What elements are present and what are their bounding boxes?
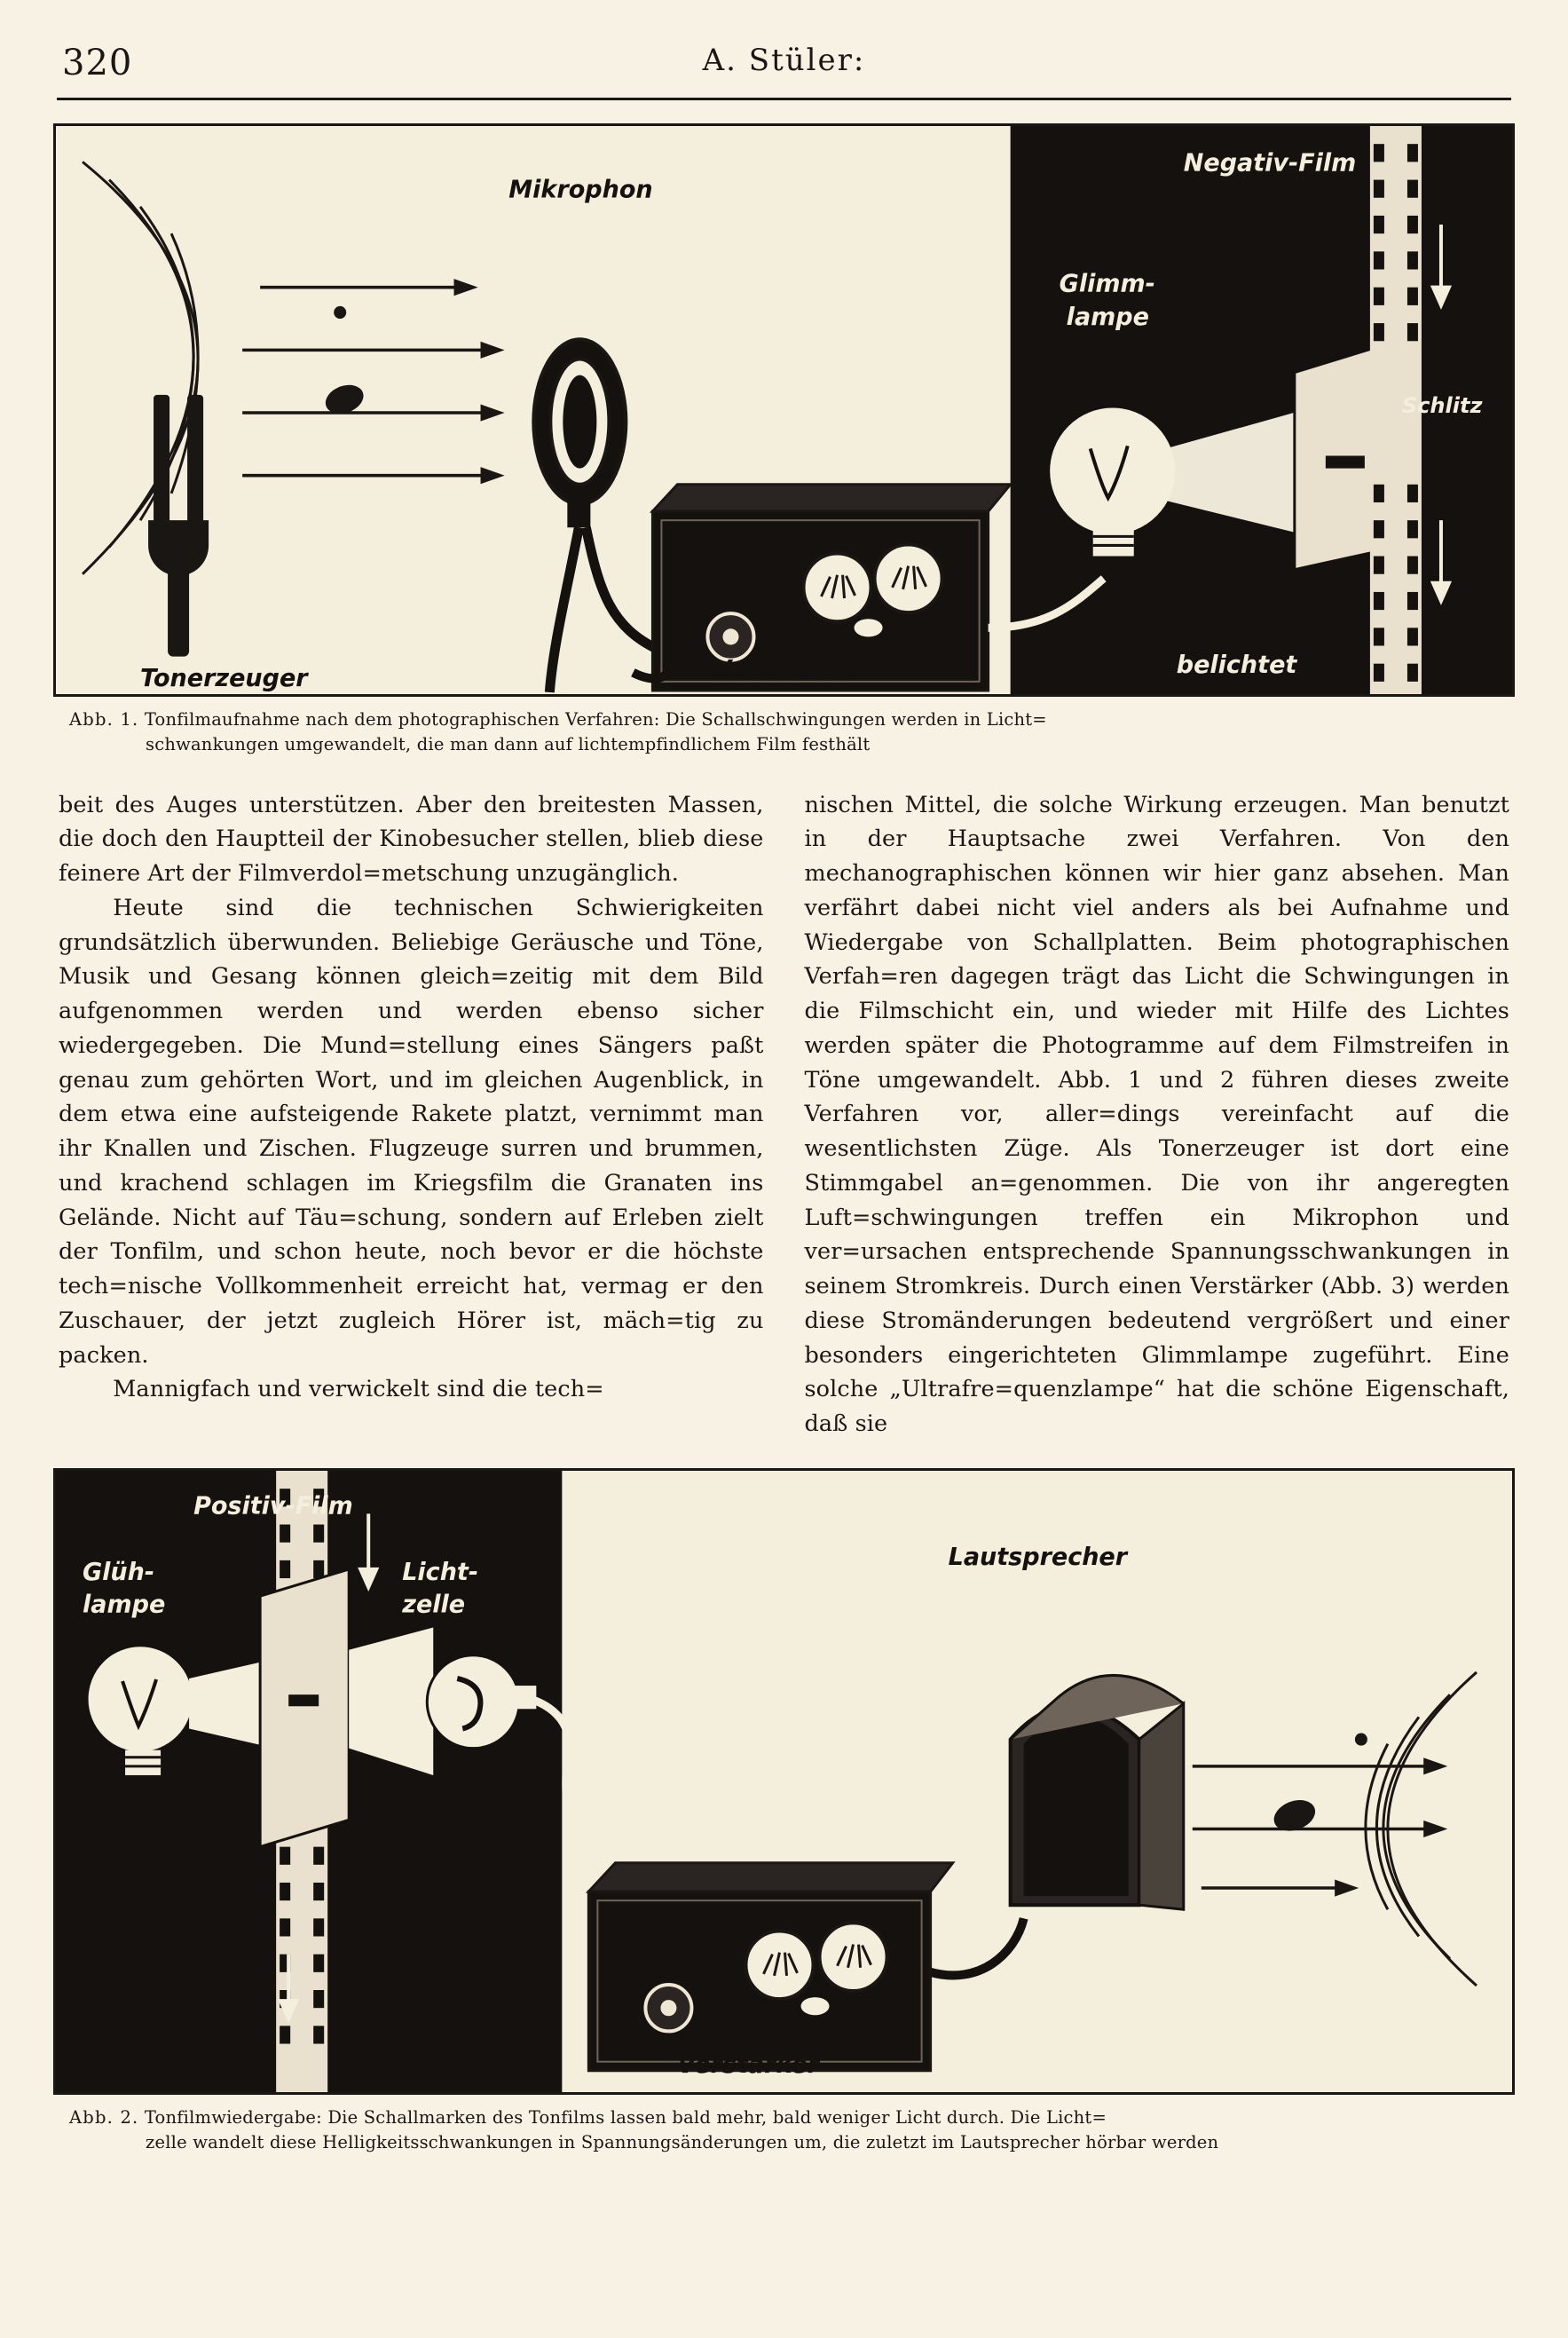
figure-1-label-tonerzeuger: Tonerzeuger — [140, 664, 308, 692]
figure-2-label-gluehlampe-2: lampe — [83, 1591, 166, 1619]
figure-1-label-mikrophon: Mikrophon — [508, 176, 653, 204]
paragraph: Heute sind die technischen Schwierigkeiten grundsätzlich überwunden. Beliebige Geräusche und Töne, Musik und Gesang können gleich=zeitig mit dem Bild aufgenommen werden und werden ebenso sicher wiedergegeben. Die Mund=stellung eines Sängers paßt genau zum gehörten Wort, und im gleichen Augenblick, in dem etwa eine aufsteigende Rakete platzt, vernimmt man ihr Knallen und Zischen. Flugzeuge surren und brummen, und krachend schlagen im Kriegsfilm die Granaten ins Gelände. Nicht auf Täu=schung, sondern auf Erleben zielt der Tonfilm, und schon heute, noch bevor er die höchste tech=nische Vollkommenheit erreicht hat, vermag er den Zuschauer, der jetzt zugleich Hörer ist, mäch=tig zu packen. — [59, 894, 764, 1369]
figure-2-label-lichtzelle-2: zelle — [402, 1591, 466, 1619]
figure-1-label-schlitz: Schlitz — [1401, 392, 1483, 419]
figure-2-label-positiv-film: Positiv-Film — [193, 1492, 353, 1520]
figure-2-artwork — [56, 1471, 1512, 2092]
figure-1-caption-line1: Tonfilmaufnahme nach dem photographischen Verfahren: Die Schallschwingungen werden in Licht= — [144, 709, 1047, 730]
figure-1-label-glimmlampe-2: lampe — [1066, 303, 1149, 332]
figure-2-label-gluehlampe-1: Glüh- — [83, 1558, 155, 1586]
text-column-right — [805, 788, 1510, 1442]
figure-1-label-negativ-film: Negativ-Film — [1183, 149, 1357, 178]
figure-2-label-verstaerker: Verstärker — [677, 2050, 820, 2079]
figure-1-label-verstaerker: Verstärker — [713, 655, 855, 683]
paragraph: nischen Mittel, die solche Wirkung erzeugen. Man benutzt in der Hauptsache zwei Verfahren. Von den mechanographischen können wir hier ganz absehen. Man verfährt dabei nicht viel anders als bei Aufnahme und Wiedergabe von Schallplatten. Beim photographischen Verfah=ren dagegen trägt das Licht die Schwingungen in die Filmschicht ein, und wieder mit Hilfe des Lichtes werden später die Photogramme auf dem Filmstreifen in Töne umgewandelt. Abb. 1 und 2 führen dieses zweite Verfahren vor, aller=dings vereinfacht auf die wesentlichsten Züge. Als Tonerzeuger ist dort eine Stimmgabel an=genommen. Die von ihr angeregten Luft=schwingungen treffen ein Mikrophon und ver=ursachen entsprechende Spannungsschwankungen in seinem Stromkreis. Durch einen Verstärker (Abb. 3) werden diese Stromänderungen bedeutend vergrößert und einer besonders eingerichteten Glimmlampe zugeführt. Eine solche „Ultrafre=quenzlampe“ hat die schöne Eigenschaft, daß sie — [804, 791, 1509, 1438]
header-rule — [57, 98, 1511, 100]
body-text — [59, 788, 1509, 1442]
figure-1-label-glimmlampe-1: Glimm- — [1059, 270, 1155, 298]
figure-1-artwork — [56, 126, 1512, 694]
paragraph: beit des Auges unterstützen. Aber den breitesten Massen, die doch den Hauptteil der Kinobesucher stellen, blieb diese feinere Art der Filmverdol=metschung unzugänglich. — [59, 791, 764, 888]
figure-2-label-lautsprecher: Lautsprecher — [948, 1543, 1128, 1571]
figure-1 — [53, 123, 1515, 697]
running-title: A. Stüler: — [702, 43, 866, 78]
figure-2 — [53, 1468, 1515, 2095]
figure-1-caption — [69, 707, 1499, 758]
figure-2-caption — [69, 2105, 1499, 2156]
figure-2-caption-line1: Tonfilmwiedergabe: Die Schallmarken des Tonfilms lassen bald mehr, bald weniger Licht durch. Die Licht= — [144, 2106, 1107, 2128]
paragraph: Mannigfach und verwickelt sind die tech= — [113, 1376, 604, 1403]
figure-1-caption-lead: Abb. 1. — [69, 709, 139, 730]
page-number: 320 — [62, 43, 133, 83]
text-column-left — [59, 788, 764, 1442]
figure-1-label-belichtet: belichtet — [1176, 651, 1297, 679]
figure-2-caption-lead: Abb. 2. — [69, 2106, 139, 2128]
figure-2-caption-line2: zelle wandelt diese Helligkeitsschwankungen in Spannungsänderungen um, die zuletzt im Lautsprecher hörbar werden — [146, 2132, 1219, 2153]
figure-2-label-lichtzelle-1: Licht- — [402, 1558, 479, 1586]
running-head — [53, 43, 1515, 92]
figure-1-caption-line2: schwankungen umgewandelt, die man dann auf lichtempfindlichem Film festhält — [146, 734, 871, 755]
